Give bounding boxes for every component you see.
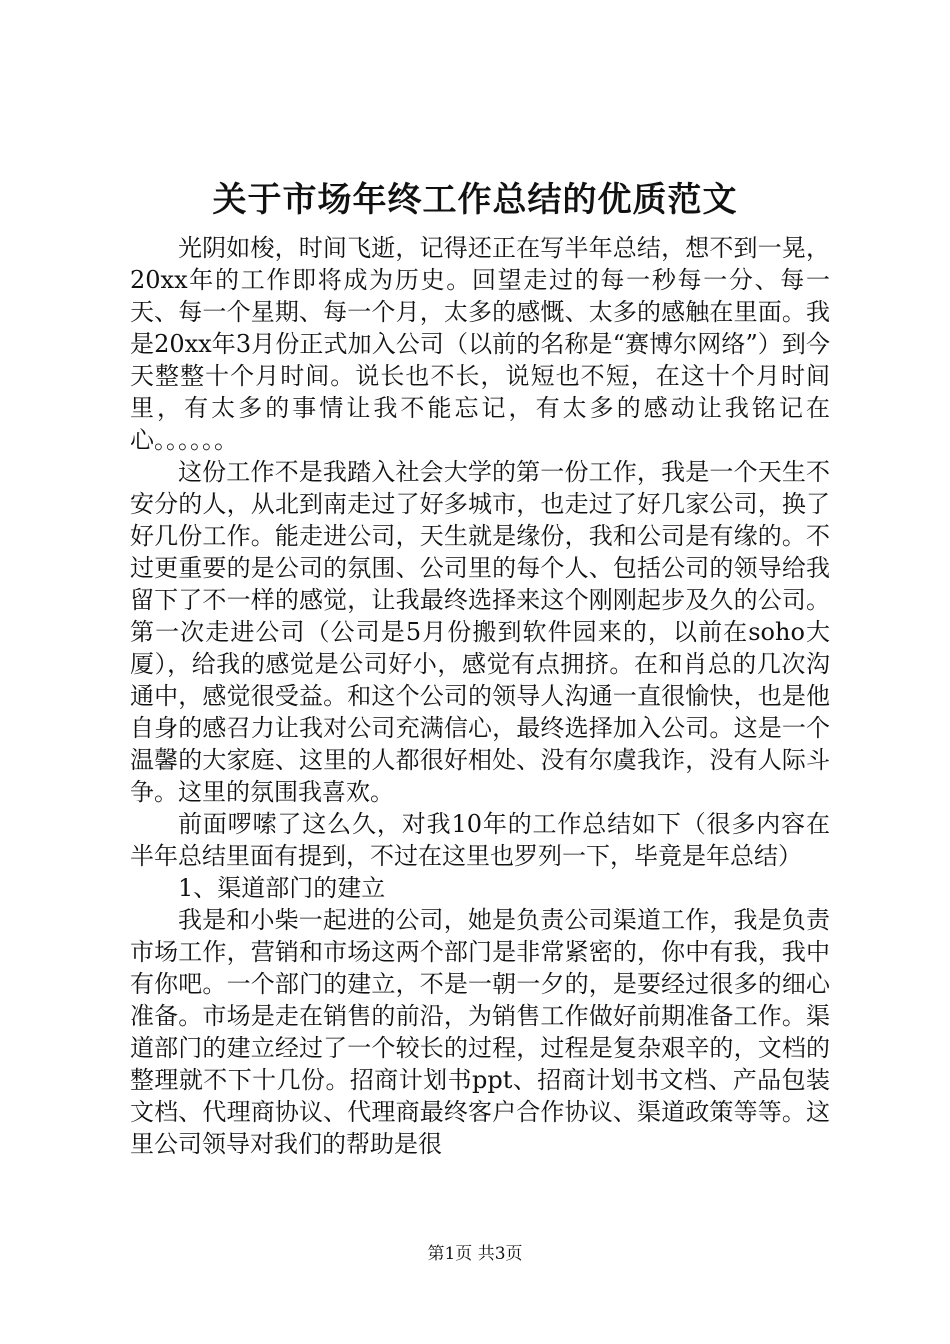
section-heading: 1、渠道部门的建立 — [178, 874, 386, 902]
paragraph-background: 这份工作不是我踏入社会大学的第一份工作，我是一个天生不安分的人，从北到南走过了好多城市，也走过了好几家公司，换了好几份工作。能走进公司，天生就是缘份，我和公司是有缘的。不过更重要的是公司的氛围、公司里的每个人、包括公司的领导给我留下了不一样的感觉，让我最终选择来这个刚刚起步及久的公司。第一次走进公司（公司是5月份搬到软件园来的，以前在soho大厦），给我的感觉是公司好小，感觉有点拥挤。在和肖总的几次沟通中，感觉很受益。和这个公司的领导人沟通一直很愉快，也是他自身的感召力让我对公司充满信心，最终选择加入公司。这是一个温馨的大家庭、这里的人都很好相处、没有尔虞我诈，没有人际斗争。这里的氛围我喜欢。 — [130, 458, 830, 806]
paragraph-intro: 光阴如梭，时间飞逝，记得还正在写半年总结，想不到一晃，20xx年的工作即将成为历史。回望走过的每一秒每一分、每一天、每一个星期、每一个月，太多的感慨、太多的感触在里面。我是20xx年3月份正式加入公司（以前的名称是“赛博尔网络”）到今天整整十个月时间。说长也不长，说短也不短，在这十个月时间里，有太多的事情让我不能忘记，有太多的感动让我铭记在心。。。。。。 — [130, 234, 830, 454]
page-footer: 第1页 共3页 — [427, 1244, 523, 1264]
paragraph-channel-department: 我是和小柴一起进的公司，她是负责公司渠道工作，我是负责市场工作，营销和市场这两个部门是非常紧密的，你中有我，我中有你吧。一个部门的建立，不是一朝一夕的，是要经过很多的细心准备。市场是走在销售的前沿，为销售工作做好前期准备工作。渠道部门的建立经过了一个较长的过程，过程是复杂艰辛的，文档的整理就不下十几份。招商计划书ppt、招商计划书文档、产品包装文档、代理商协议、代理商最终客户合作协议、渠道政策等等。这里公司领导对我们的帮助是很 — [130, 906, 830, 1158]
document-title: 关于市场年终工作总结的优质范文 — [212, 180, 738, 220]
paragraph-summary-lead: 前面啰嗦了这么久，对我10年的工作总结如下（很多内容在半年总结里面有提到，不过在这里也罗列一下，毕竟是年总结） — [130, 810, 830, 870]
document-body — [130, 232, 830, 1160]
